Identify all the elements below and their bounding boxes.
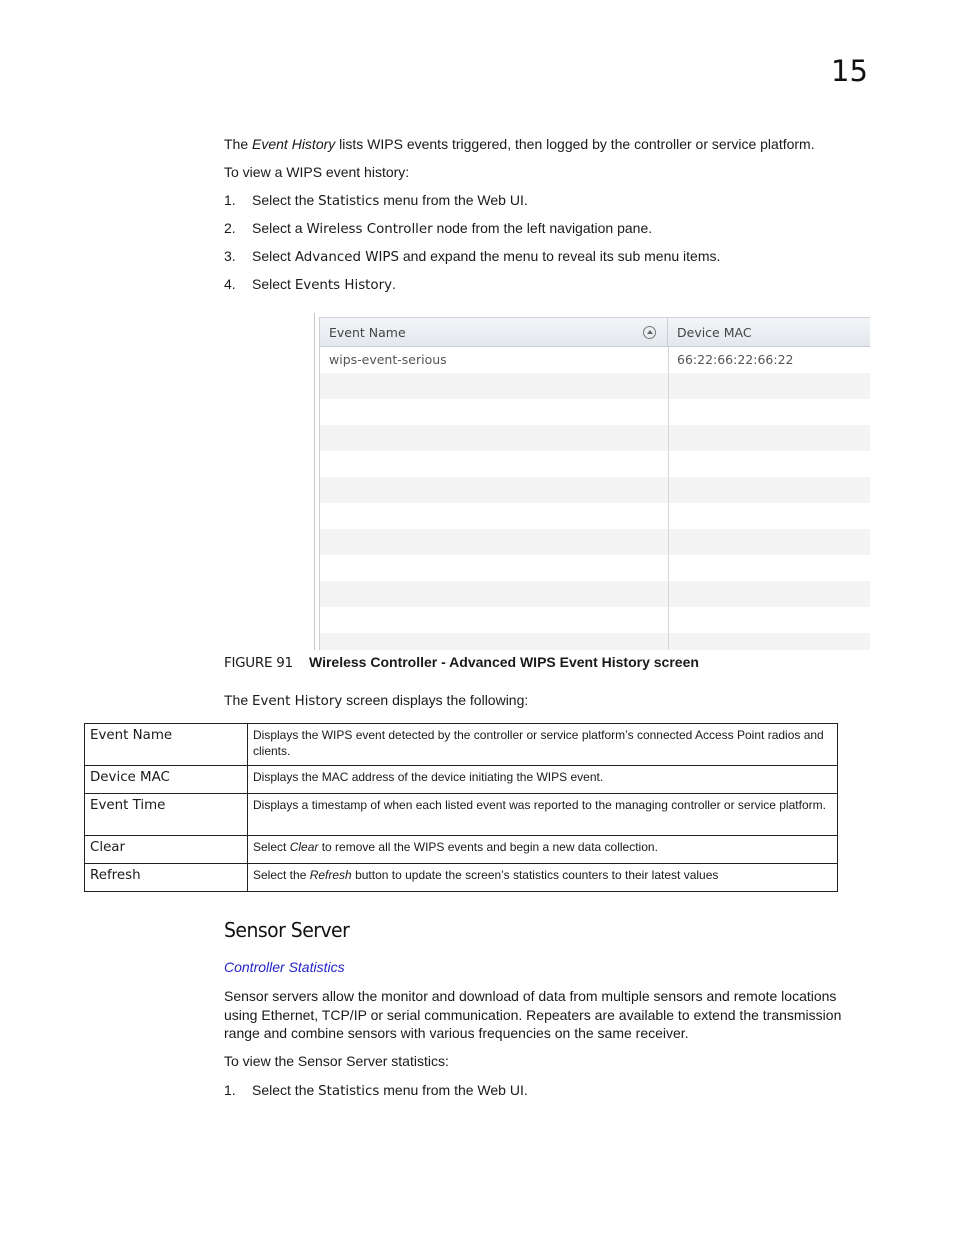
event-name-cell: wips-event-serious — [329, 352, 447, 367]
device-mac-cell: 66:22:66:22:66:22 — [677, 352, 794, 367]
event-history-screenshot — [314, 313, 870, 650]
table-row — [85, 766, 838, 794]
section-paragraph: Sensor servers allow the monitor and download of data from multiple sensors and remote locations using Ethernet, TCP/IP or serial communication. Repeaters are available to extend the transmission range and combine sensors with various frequencies on the same receiver. — [224, 988, 842, 1041]
step-1: 1. Select the Statistics menu from the Web UI. — [224, 192, 528, 209]
desc-cell: Displays the WIPS event detected by the controller or service platform’s connected Access Point radios and clients. — [248, 724, 838, 766]
section-view-intro: To view the Sensor Server statistics: — [224, 1053, 449, 1069]
grid-header — [320, 318, 870, 347]
table-row[interactable] — [320, 347, 870, 373]
section-step-1: 1. Select the Statistics menu from the Web UI. — [224, 1082, 528, 1099]
term-cell: Refresh — [85, 864, 248, 892]
empty-row — [320, 451, 870, 477]
column-divider — [668, 347, 669, 650]
desc-cell: Select Clear to remove all the WIPS events and begin a new data collection. — [248, 836, 838, 864]
step-2: 2. Select a Wireless Controller node from the left navigation pane. — [224, 220, 653, 237]
term-cell: Event Time — [85, 794, 248, 836]
table-row — [85, 724, 838, 766]
desc-cell: Select the Refresh button to update the screen’s statistics counters to their latest values — [248, 864, 838, 892]
table-intro: The Event History screen displays the following: — [224, 692, 529, 709]
empty-row — [320, 607, 870, 633]
empty-row — [320, 503, 870, 529]
event-history-grid — [319, 317, 870, 650]
desc-cell: Displays a timestamp of when each listed event was reported to the managing controller or service platform. — [248, 794, 838, 836]
definition-table — [84, 723, 838, 892]
view-intro: To view a WIPS event history: — [224, 164, 410, 180]
term-cell: Event Name — [85, 724, 248, 766]
sort-up-icon[interactable] — [643, 326, 656, 339]
empty-row — [320, 633, 870, 650]
desc-cell: Displays the MAC address of the device initiating the WIPS event. — [248, 766, 838, 794]
step-4: 4. Select Events History. — [224, 276, 396, 293]
section-heading: Sensor Server — [224, 918, 350, 942]
chapter-number: 15 — [831, 54, 868, 88]
empty-row — [320, 425, 870, 451]
table-row — [85, 836, 838, 864]
empty-row — [320, 399, 870, 425]
step-3: 3. Select Advanced WIPS and expand the menu to reveal its sub menu items. — [224, 248, 721, 265]
empty-row — [320, 373, 870, 399]
column-header-event-name[interactable]: Event Name — [320, 318, 668, 347]
intro-paragraph: The Event History lists WIPS events triggered, then logged by the controller or service platform. — [224, 136, 815, 152]
grid-body — [320, 347, 870, 650]
empty-row — [320, 529, 870, 555]
figure-caption: FIGURE 91 Wireless Controller - Advanced WIPS Event History screen — [224, 654, 699, 671]
table-row — [85, 864, 838, 892]
term-cell: Clear — [85, 836, 248, 864]
column-header-device-mac[interactable]: Device MAC — [677, 325, 752, 340]
empty-row — [320, 477, 870, 503]
empty-row — [320, 581, 870, 607]
empty-row — [320, 555, 870, 581]
term-cell: Device MAC — [85, 766, 248, 794]
table-row — [85, 794, 838, 836]
controller-statistics-link[interactable]: Controller Statistics — [224, 959, 345, 975]
